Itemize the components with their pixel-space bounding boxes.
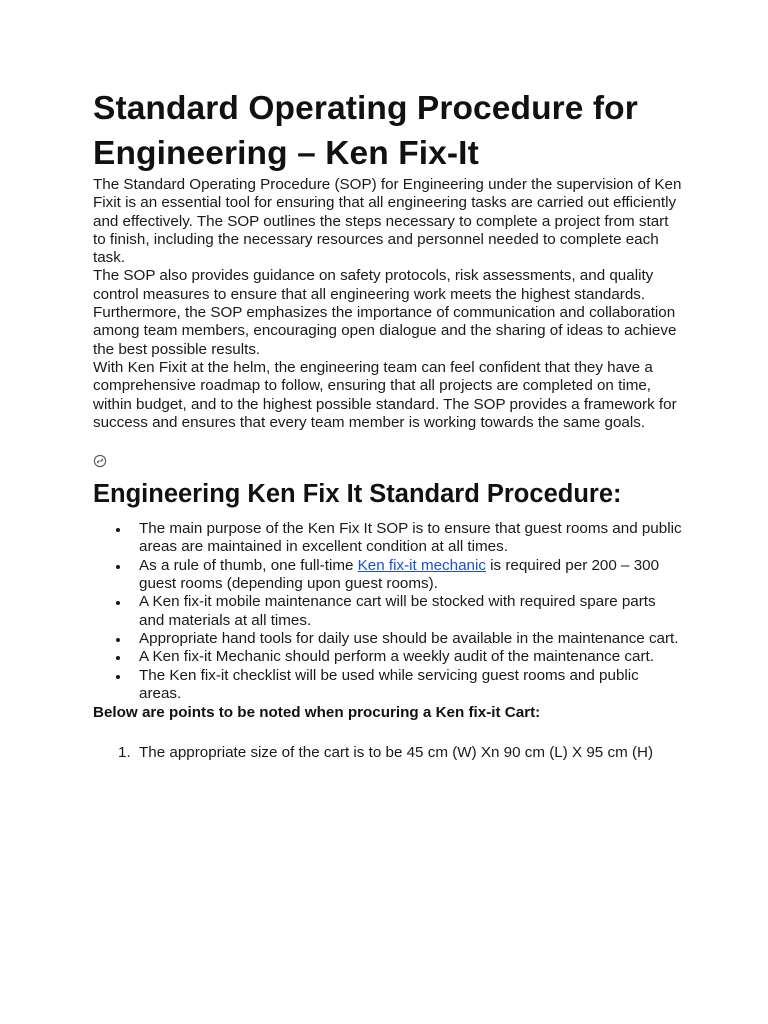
helm-text-after: at the helm, the engineering team can feel confident that they have a comprehensive roadmap to follow, ensuring that all projects are completed on time, within budget, and to the highest possible standard. The SOP provides a framework for success and ensures that every team member is working towards the same goals.	[93, 358, 677, 431]
list-item: The main purpose of the Ken Fix It SOP is to ensure that guest rooms and public areas are maintained in excellent condition at all times.	[93, 520, 683, 557]
page-title: Standard Operating Procedure for Engineering – Ken Fix-It	[93, 90, 638, 172]
bullet-icon	[116, 565, 120, 569]
list-item: A Ken fix-it mobile maintenance cart will be stocked with required spare parts and materials at all times.	[93, 593, 683, 630]
cart-requirements-list	[93, 744, 683, 762]
document-page	[93, 86, 683, 763]
list-item: 1. The appropriate size of the cart is to be 45 cm (W) Xn 90 cm (L) X 95 cm (H)	[118, 744, 654, 762]
bullet-icon	[116, 601, 120, 605]
list-item: Appropriate hand tools for daily use should be available in the maintenance cart.	[93, 630, 683, 648]
list-number: 1.	[118, 744, 131, 762]
bullet-icon	[116, 638, 120, 642]
procedure-bullet-list	[93, 520, 683, 703]
ken-fixit-mechanic-link[interactable]: Ken fix-it mechanic	[357, 556, 486, 574]
ken-fixit-link-2[interactable]: Ken Fixit	[127, 358, 187, 376]
list-item: A Ken fix-it Mechanic should perform a weekly audit of the maintenance cart.	[93, 648, 683, 666]
intro-paragraph	[93, 176, 683, 267]
list-item: The Ken fix-it checklist will be used while servicing guest rooms and public areas.	[93, 667, 683, 704]
intro-text-after: is an essential tool for ensuring that all engineering tasks are carried out efficiently and effectively. The SOP outlines the steps necessary to complete a project from start to finish, including the necessary resources and personnel needed to complete each task.	[93, 194, 677, 267]
helm-paragraph	[93, 359, 683, 432]
bullet-icon	[116, 528, 120, 532]
bullet-icon	[116, 656, 120, 660]
cart-procurement-note: Below are points to be noted when procuring a Ken fix-it Cart:	[93, 704, 541, 722]
link-chain-icon[interactable]	[93, 454, 107, 468]
guidance-paragraph: The SOP also provides guidance on safety protocols, risk assessments, and quality control measures to ensure that all engineering work meets the highest standards. Furthermore, the SOP emphasizes the importance of communication and collaboration among team members, encouraging open dialogue and the sharing of ideas to achieve the best possible results.	[93, 267, 677, 358]
list-item: As a rule of thumb, one full-time Ken fix-it mechanic is required per 200 – 300 guest rooms (depending upon guest rooms).	[93, 557, 683, 594]
bullet-icon	[116, 675, 120, 679]
ken-fixit-link[interactable]: Ken Fixit	[93, 176, 682, 212]
helm-text-before: With	[93, 358, 128, 376]
section-heading: Engineering Ken Fix It Standard Procedure:	[93, 480, 622, 509]
intro-text-before: The Standard Operating Procedure (SOP) for Engineering under the supervision of	[93, 176, 655, 193]
